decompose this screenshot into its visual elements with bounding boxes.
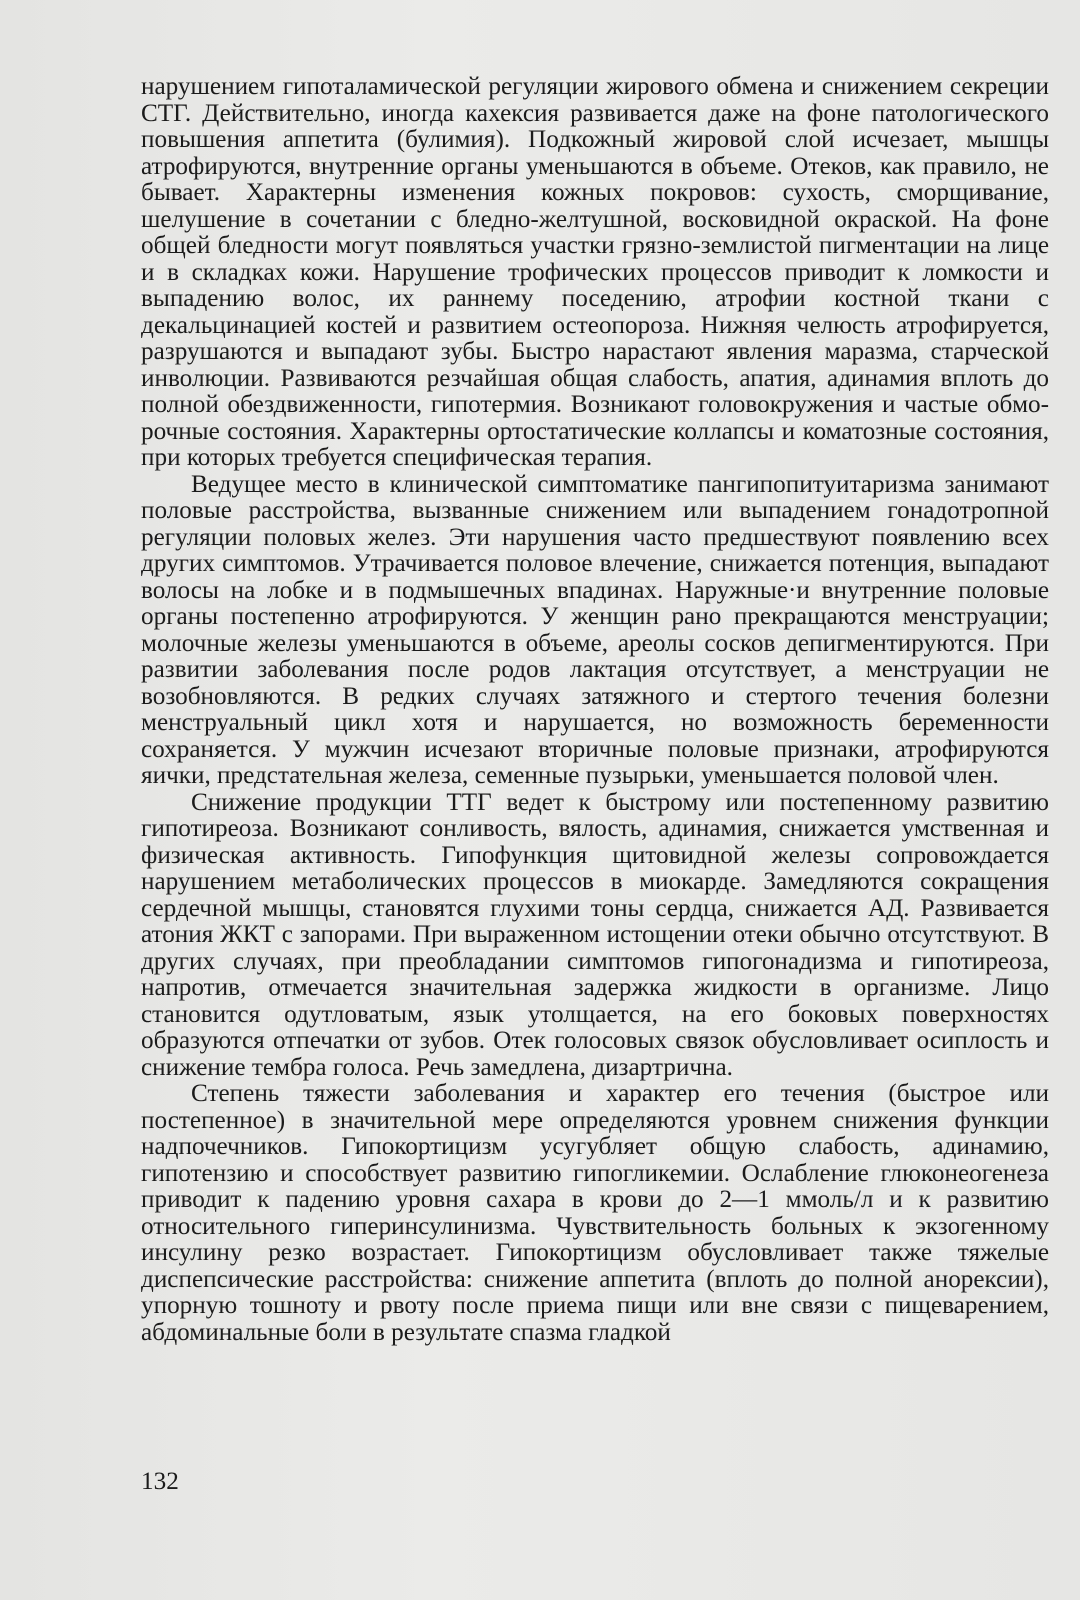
paragraph-4: Степень тяжести заболевания и характер его течения (быстрое или постепенное) в значительной мере определяются уровнем снижения функции надпочечников. Гипокортицизм усугубляет общую слабость, адинамию, гипотензию и способствует развитию гипогликемии. Ослабление глюконеогенеза приводит к падению уровня сахара в крови до 2—1 ммоль/л и к развитию относительного гиперинсулинизма. Чувствительность больных к экзогенному инсулину резко возрастает. Гипокортицизм обусловливает также тяжелые диспепсические расстройства: снижение аппетита (вплоть до полной анорексии), упорную тошноту и рвоту после приема пищи или вне связи с пищеварением, абдоминальные боли в результате спазма гладкой [141,1080,1049,1346]
paragraph-3: Снижение продукции ТТГ ведет к быстрому или постепенному развитию гипотиреоза. Возникают сонливость, вялость, адинамия, снижается умственная и физическая активность. Гипофункция щитовидной железы сопровождается нарушением метаболических процессов в миокарде. Замедляются сокращения сердечной мышцы, становятся глухими тоны сердца, снижается АД. Развивается атония ЖКТ с запорами. При выраженном истощении отеки обычно отсутствуют. В других случаях, при преобладании симптомов гипогонадизма и гипотиреоза, напротив, отмечается значительная задержка жидкости в организме. Лицо становится одутловатым, язык утолщается, на его боковых поверхностях образуются отпечатки от зубов. Отек голосовых связок обусловливает осиплость и снижение тембра голоса. Речь замедлена, дизартрична. [141,788,1049,1081]
page-number: 132 [141,1468,179,1495]
paragraph-1: нарушением гипоталамической регуляции жирового обмена и снижением секреции СТГ. Действительно, иногда кахексия развивается даже на фоне патологического повышения аппетита (булимия). Подкожный жировой слой исчезает, мышцы атрофируются, внутренние органы уменьшаются в объеме. Отеков, как правило, не бывает. Характерны изменения кожных покровов: сухость, сморщивание, шелушение в сочетании с бледно-желтушной, восковидной окраской. На фоне общей бледности могут появляться участки грязно-землистой пигментации на лице и в складках кожи. Нарушение трофических процессов приводит к ломкости и выпадению волос, их раннему поседению, атрофии костной ткани с декальцинацией костей и развитием остеопороза. Нижняя челюсть атрофируется, разрушаются и выпадают зубы. Быстро нарастают явления маразма, старческой инволюции. Развиваются резчайшая общая слабость, апатия, адинамия вплоть до полной обездвиженности, гипотермия. Возникают головокружения и частые обморочные состояния. Характерны ортостатические коллапсы и коматозные состояния, при которых требуется специфическая терапия. [141,73,1049,471]
body-text [141,74,1049,1346]
paragraph-2: Ведущее место в клинической симптоматике пангипопитуитаризма занимают половые расстройства, вызванные снижением или выпадением гонадотропной регуляции половых желез. Эти нарушения часто предшествуют появлению всех других симптомов. Утрачивается половое влечение, снижается потенция, выпадают волосы на лобке и в подмышечных впадинах. Наружные·и внутренние половые органы постепенно атрофируются. У женщин рано прекращаются менструации; молочные железы уменьшаются в объеме, ареолы сосков депигментируются. При развитии заболевания после родов лактация отсутствует, а менструации не возобновляются. В редких случаях затяжного и стертого течения болезни менструальный цикл хотя и нарушается, но возможность беременности сохраняется. У мужчин исчезают вторичные половые признаки, атрофируются яички, предстательная железа, семенные пузырьки, уменьшается половой член. [141,470,1049,789]
